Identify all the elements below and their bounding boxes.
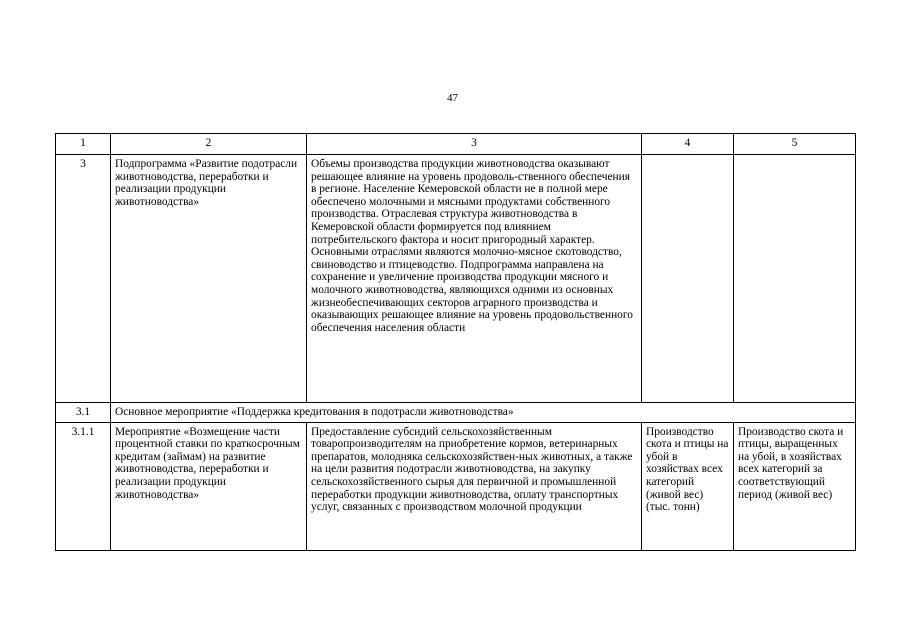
main-measure-name: Основное мероприятие «Поддержка кредитования в подотрасли животноводства» [111,403,856,423]
column-header: 3 [307,134,642,155]
table-header-row [56,134,856,155]
page-number: 47 [447,92,458,104]
table-row [56,403,856,423]
method-cell: Производство скота и птицы, выращенных на убой, в хозяйствах всех категорий за соответствующий период (живой вес) [734,422,856,550]
measure-name: Мероприятие «Возмещение части процентной ставки по краткосрочным кредитам (займам) на развитие животноводства, переработки и реализации продукции животноводства» [111,422,307,550]
column-header: 2 [111,134,307,155]
method-cell [734,155,856,403]
indicator-cell: Производство скота и птицы на убой в хозяйствах всех категорий (живой вес) (тыс. тонн) [642,422,734,550]
row-number: 3 [56,155,111,403]
table-row [56,155,856,403]
column-header: 5 [734,134,856,155]
subprogram-name: Подпрограмма «Развитие подотрасли животноводства, переработки и реализации продукции животноводства» [111,155,307,403]
column-header: 4 [642,134,734,155]
subprogram-description: Объемы производства продукции животноводства оказывают решающее влияние на уровень продоволь-ственного обеспечения в регионе. Население Кемеровской области не в полной мере обеспечено молочными и мясными продуктами собственного производства. Отраслевая структура животноводства в Кемеровской области формируется под влиянием потребительского фактора и носит пригородный характер. Основными отраслями являются молочно-мясное скотоводство, свиноводство и птицеводство. Подпрограмма направлена на сохранение и увеличение производства продукции мясного и молочного животноводства, являющихся одними из основных жизнеобеспечивающих секторов аграрного производства и оказывающих решающее влияние на уровень продовольственного обеспечения населения области [307,155,642,403]
column-header: 1 [56,134,111,155]
indicator-cell [642,155,734,403]
measure-description: Предоставление субсидий сельскохозяйственным товаропроизводителям на приобретение кормов, ветеринарных препаратов, молодняка сельскохозяйствен-ных животных, а также на цели развития подотрасли животноводства, на закупку сельскохозяйственного сырья для первичной и промышленной переработки продукции животноводства, оплату транспортных услуг, связанных с производством молочной продукции [307,422,642,550]
row-number: 3.1 [56,403,111,423]
row-number: 3.1.1 [56,422,111,550]
table-row [56,422,856,550]
measures-table [55,133,856,551]
